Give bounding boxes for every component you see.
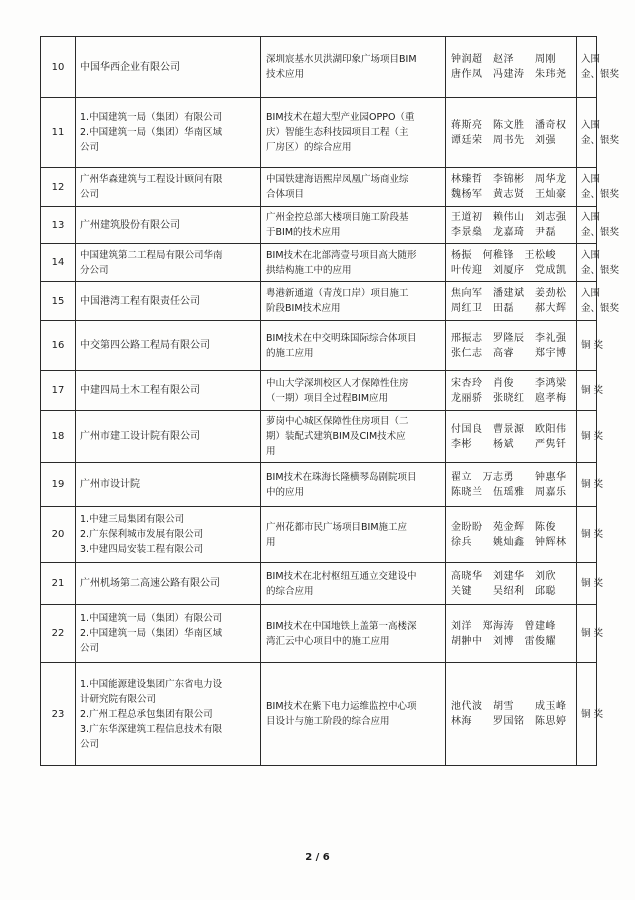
project-cell — [261, 168, 446, 207]
award-line: 金、银奖 — [581, 69, 620, 80]
project-line: 于BIM的技术应用 — [266, 227, 341, 238]
table-row — [41, 244, 597, 282]
unit-cell — [76, 282, 261, 321]
project-cell — [261, 282, 446, 321]
award-line: 入围 — [581, 119, 601, 131]
members-line: 高晓华 刘建华 刘欣 — [451, 570, 556, 582]
award-line: 金、银奖 — [581, 189, 620, 200]
units-line: 公司 — [80, 189, 100, 200]
units-line: 广州市设计院 — [80, 479, 140, 490]
unit-cell — [76, 207, 261, 244]
table-row — [41, 168, 597, 207]
row-number-cell: 16 — [41, 321, 76, 371]
members-cell — [446, 168, 577, 207]
members-line: 邢振志 罗隆辰 李礼强 — [451, 332, 567, 344]
project-line: 湾汇云中心项目中的施工应用 — [266, 635, 390, 647]
members-line: 杨振 何稚锋 王松峻 — [451, 249, 556, 261]
award-cell — [577, 37, 620, 98]
project-line: BIM技术在中交明珠国际综合体项目 — [266, 332, 417, 344]
project-line: （一期）项目全过程BIM应用 — [266, 392, 389, 404]
award-line: 入围 — [581, 288, 601, 299]
award-line: 金、银奖 — [581, 303, 620, 314]
project-line: 技术应用 — [266, 69, 305, 80]
row-number-cell: 10 — [41, 37, 76, 98]
units-line: 中国华西企业有限公司 — [80, 61, 180, 73]
units-line: 1.中国建筑一局（集团）有限公司 — [80, 112, 223, 123]
award-line: 入围 — [581, 54, 601, 65]
award-line: 入围 — [581, 212, 601, 223]
project-cell — [261, 37, 446, 98]
award-line: 金、银奖 — [581, 264, 620, 276]
members-line: 宋杏玲 肖俊 李鸿梁 — [451, 377, 567, 389]
members-cell — [446, 98, 577, 168]
award-cell — [577, 507, 604, 563]
members-cell — [446, 411, 577, 463]
units-line: 中交第四公路工程局有限公司 — [80, 340, 210, 351]
units-line: 2.中国建筑一局（集团）华南区域 — [80, 127, 223, 138]
unit-cell — [76, 563, 261, 605]
members-line: 龙丽骄 张晓红 扈孝梅 — [451, 392, 567, 404]
members-line: 池代波 胡雪 成玉峰 — [451, 701, 567, 712]
units-line: 1.中国能源建设集团广东省电力设 — [80, 678, 223, 690]
project-line: 粤港新通道（青茂口岸）项目施工 — [266, 288, 409, 299]
unit-cell — [76, 321, 261, 371]
award-line: 铜 奖 — [581, 708, 604, 720]
unit-cell — [76, 463, 261, 507]
members-line: 林臻哲 李锦彬 周华龙 — [451, 174, 567, 185]
project-line: 广州金控总部大楼项目施工阶段基 — [266, 212, 409, 223]
units-line: 1.中建三局集团有限公司 — [80, 514, 185, 525]
project-line: 中国铁建海语熙岸凤凰广场商业综 — [266, 174, 409, 185]
award-line: 铜 奖 — [581, 529, 604, 540]
table-row — [41, 37, 597, 98]
members-line: 焦向军 潘建斌 姜劲松 — [451, 288, 567, 299]
members-cell — [446, 207, 577, 244]
awards-table-body — [41, 37, 620, 766]
project-line: BIM技术在北部湾壹号项目高大随形 — [266, 249, 417, 261]
unit-cell — [76, 371, 261, 411]
row-number-cell: 18 — [41, 411, 76, 463]
row-number-cell: 13 — [41, 207, 76, 244]
award-line: 铜 奖 — [581, 578, 604, 589]
members-line: 蒋斯亮 陈文胜 潘奇权 — [451, 119, 567, 131]
members-line: 胡翀中 刘博 雷俊耀 — [451, 635, 556, 647]
award-cell — [577, 371, 604, 411]
table-row — [41, 507, 597, 563]
members-line: 翟立 万志勇 钟惠华 — [451, 471, 567, 483]
row-number-cell: 19 — [41, 463, 76, 507]
project-line: BIM技术在超大型产业园OPPO（重 — [266, 112, 415, 123]
award-cell — [577, 411, 604, 463]
page-number: 2 / 6 — [305, 852, 330, 863]
members-cell — [446, 605, 577, 663]
project-line: 目设计与施工阶段的综合应用 — [266, 716, 390, 727]
project-line: BIM技术在中国地铁上盖第一高楼深 — [266, 620, 417, 632]
project-line: BIM技术在紫下电力运维监控中心项 — [266, 701, 417, 712]
project-cell — [261, 411, 446, 463]
units-line: 中建四局土木工程有限公司 — [80, 385, 200, 396]
members-cell — [446, 244, 577, 282]
units-line: 中国港湾工程有限责任公司 — [80, 295, 200, 307]
project-cell — [261, 207, 446, 244]
members-line: 王道初 赖伟山 刘志强 — [451, 212, 567, 223]
project-cell — [261, 563, 446, 605]
unit-cell — [76, 605, 261, 663]
members-line: 周红卫 田磊 郝大辉 — [451, 303, 567, 314]
members-line: 李景燊 龙嘉琦 尹磊 — [451, 227, 556, 238]
units-line: 公司 — [80, 142, 100, 153]
table-row — [41, 207, 597, 244]
unit-cell — [76, 411, 261, 463]
units-line: 计研究院有限公司 — [80, 693, 157, 705]
table-row — [41, 321, 597, 371]
table-row — [41, 282, 597, 321]
units-line: 广州华森建筑与工程设计顾问有限 — [80, 174, 223, 185]
project-cell — [261, 244, 446, 282]
project-line: 期）装配式建筑BIM及CIM技术应 — [266, 431, 406, 442]
award-line: 铜 奖 — [581, 385, 604, 396]
members-cell — [446, 563, 577, 605]
units-line: 分公司 — [80, 264, 109, 276]
award-cell — [577, 663, 604, 766]
members-line: 刘洋 郑海涛 曾建峰 — [451, 620, 556, 632]
members-line: 李彬 杨斌 严隽钎 — [451, 438, 567, 450]
row-number-cell: 22 — [41, 605, 76, 663]
units-line: 1.中国建筑一局（集团）有限公司 — [80, 613, 223, 624]
unit-cell — [76, 507, 261, 563]
project-cell — [261, 463, 446, 507]
table-row — [41, 663, 597, 766]
unit-cell — [76, 98, 261, 168]
members-cell — [446, 463, 577, 507]
members-line: 关键 吴绍利 邱聪 — [451, 585, 556, 597]
project-cell — [261, 321, 446, 371]
award-line: 金、银奖 — [581, 134, 620, 146]
members-line: 张仁志 高睿 郑宇博 — [451, 347, 567, 359]
table-row — [41, 411, 597, 463]
members-line: 林海 罗国铭 陈思婷 — [451, 716, 567, 727]
project-line: 阶段BIM技术应用 — [266, 303, 341, 314]
project-line: 深圳宸基水贝洪湖印象广场项目BIM — [266, 54, 417, 65]
units-line: 广州机场第二高速公路有限公司 — [80, 578, 220, 589]
members-line: 付国良 曹景源 欧阳伟 — [451, 423, 567, 435]
project-line: 的综合应用 — [266, 585, 314, 597]
table-row — [41, 463, 597, 507]
table-row — [41, 605, 597, 663]
table-row — [41, 563, 597, 605]
members-cell — [446, 663, 577, 766]
project-line: 的施工应用 — [266, 347, 314, 359]
members-line: 唐作凤 冯建涛 朱玮尧 — [451, 69, 567, 80]
award-cell — [577, 463, 604, 507]
project-line: 中的应用 — [266, 486, 305, 498]
award-cell — [577, 563, 604, 605]
award-cell — [577, 98, 620, 168]
members-line: 魏杨军 黄志贤 王灿豪 — [451, 189, 567, 200]
members-cell — [446, 282, 577, 321]
units-line: 2.广州工程总承包集团有限公司 — [80, 708, 213, 720]
row-number-cell: 15 — [41, 282, 76, 321]
project-cell — [261, 371, 446, 411]
project-line: 厂房区）的综合应用 — [266, 142, 352, 153]
units-line: 中国建筑第二工程局有限公司华南 — [80, 249, 223, 261]
award-cell — [577, 207, 620, 244]
award-cell — [577, 605, 604, 663]
units-line: 公司 — [80, 738, 100, 750]
units-line: 3.广东华深建筑工程信息技术有限 — [80, 723, 223, 735]
award-line: 入围 — [581, 249, 601, 261]
members-cell — [446, 371, 577, 411]
project-cell — [261, 507, 446, 563]
row-number-cell: 11 — [41, 98, 76, 168]
row-number-cell: 12 — [41, 168, 76, 207]
project-line: 拱结构施工中的应用 — [266, 264, 352, 276]
project-line: 合体项目 — [266, 189, 305, 200]
award-line: 铜 奖 — [581, 431, 604, 442]
units-line: 2.中国建筑一局（集团）华南区域 — [80, 628, 223, 639]
project-line: 用 — [266, 536, 276, 548]
table-row — [41, 371, 597, 411]
project-line: 庆）智能生态科技园项目工程（主 — [266, 127, 409, 138]
row-number-cell: 20 — [41, 507, 76, 563]
unit-cell — [76, 37, 261, 98]
award-line: 铜 奖 — [581, 340, 604, 351]
row-number-cell: 14 — [41, 244, 76, 282]
units-line: 2.广东保利城市发展有限公司 — [80, 529, 204, 540]
table-row — [41, 98, 597, 168]
award-cell — [577, 321, 604, 371]
award-cell — [577, 282, 620, 321]
units-line: 广州市建工设计院有限公司 — [80, 431, 200, 442]
award-line: 入围 — [581, 174, 601, 185]
row-number-cell: 23 — [41, 663, 76, 766]
unit-cell — [76, 244, 261, 282]
awards-table — [40, 36, 620, 766]
members-line: 钟润超 赵泽 周刚 — [451, 54, 556, 65]
project-cell — [261, 663, 446, 766]
project-line: 中山大学深圳校区人才保障性住房 — [266, 377, 409, 389]
units-line: 3.中建四局安装工程有限公司 — [80, 544, 204, 555]
award-cell — [577, 168, 620, 207]
award-cell — [577, 244, 620, 282]
project-line: 用 — [266, 446, 276, 457]
row-number-cell: 21 — [41, 563, 76, 605]
project-line: BIM技术在珠海长隆横琴岛剧院项目 — [266, 471, 417, 483]
project-line: 萝岗中心城区保障性住房项目（二 — [266, 416, 409, 427]
award-line: 铜 奖 — [581, 479, 604, 490]
project-line: BIM技术在北村枢纽互通立交建设中 — [266, 570, 417, 582]
members-line: 叶传迎 刘厦序 党成凯 — [451, 264, 567, 276]
award-line: 铜 奖 — [581, 628, 604, 639]
unit-cell — [76, 168, 261, 207]
award-line: 金、银奖 — [581, 227, 620, 238]
members-cell — [446, 321, 577, 371]
row-number-cell: 17 — [41, 371, 76, 411]
project-line: 广州花都市民广场项目BIM施工应 — [266, 521, 408, 533]
project-cell — [261, 605, 446, 663]
units-line: 广州建筑股份有限公司 — [80, 219, 180, 231]
members-cell — [446, 37, 577, 98]
project-cell — [261, 98, 446, 168]
members-line: 徐兵 姚灿鑫 钟辉林 — [451, 536, 567, 548]
members-line: 陈晓兰 伍瑶雅 周嘉乐 — [451, 486, 567, 498]
members-line: 金盼盼 苑金辉 陈俊 — [451, 521, 556, 533]
members-cell — [446, 507, 577, 563]
units-line: 公司 — [80, 643, 100, 654]
members-line: 谭廷荣 周书先 刘强 — [451, 134, 556, 146]
unit-cell — [76, 663, 261, 766]
